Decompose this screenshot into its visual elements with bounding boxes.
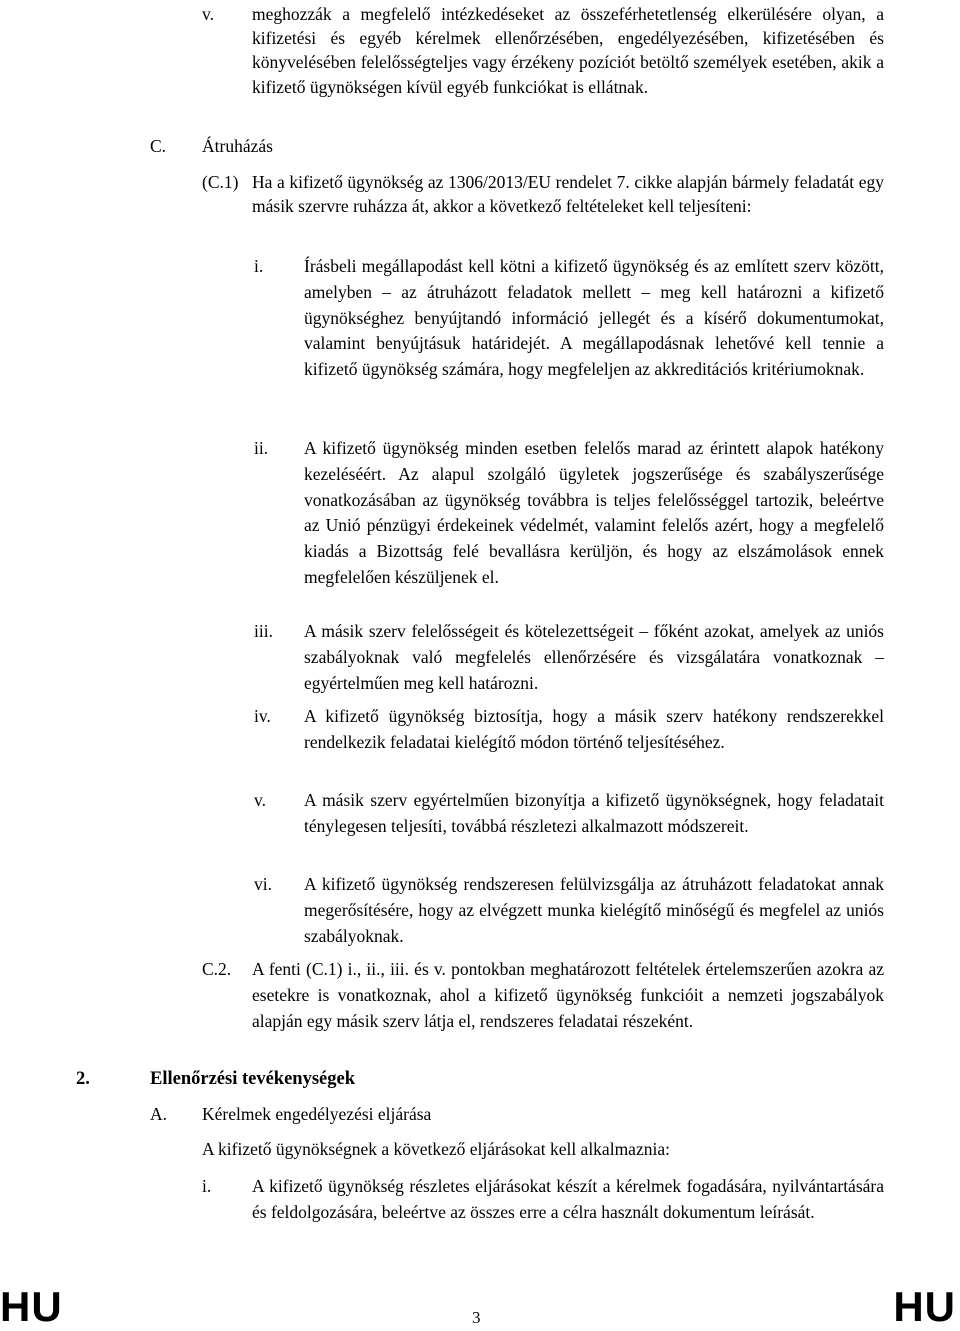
item-v-text: meghozzák a megfelelő intézkedéseket az összeférhetetlenség elkerülésére olyan, a kifizetési és egyéb kérelmek ellenőrzésében, engedélyezésében, kifizetésében és könyvelésében felelősségteljes vagy érzékeny pozíciót betöltő személyek esetében, akik a kifizető ügynökségen kívül egyéb funkciókat is ellátnak. (252, 4, 884, 97)
c1-item-3-marker: iii. (254, 621, 273, 641)
c2-marker: C.2. (202, 959, 232, 979)
c1-item-5-marker: v. (254, 790, 266, 810)
c1-item-4-marker: iv. (254, 706, 271, 726)
section-2-marker: 2. (76, 1069, 90, 1089)
c1-item-2-text: A kifizető ügynökség minden esetben felelős marad az érintett alapok hatékony kezeléséért. Az alapul szolgáló ügyletek jogszerűsége és szabályszerűsége vonatkozásában az ügynökség továbbra is teljes felelősséggel tartozik, beleértve az Unió pénzügyi érdekeinek védelmét, valamint felelős azért, hogy a megfelelő kiadás a Bizottság felé bevallásra kerüljön, és hogy az elszámolások ennek megfelelően készüljenek el. (304, 438, 884, 587)
section-a-marker: A. (150, 1104, 168, 1124)
c1-text-body: Ha a kifizető ügynökség az 1306/2013/EU rendelet 7. cikke alapján bármely feladatát egy másik szervre ruházza át, akkor a következő feltételeket kell teljesíteni: (252, 172, 884, 217)
page-number: 3 (472, 1308, 481, 1327)
section-a-item-1-text: A kifizető ügynökség részletes eljárásokat készít a kérelmek fogadására, nyilvántartására és feldolgozására, beleértve az összes erre a célra használt dokumentum leírását. (252, 1176, 884, 1222)
footer-lang-right: HU (893, 1283, 956, 1330)
c1-marker: (C.1) (202, 172, 239, 192)
c2-text: A fenti (C.1) i., ii., iii. és v. pontokban meghatározott feltételek értelemszerűen azokra az esetekre is vonatkoznak, ahol a kifizető ügynökség funkcióit a nemzeti jogszabályok alapján egy másik szerv látja el, rendszeres feladatai részeként. (252, 959, 884, 1031)
c1-item-6-text: A kifizető ügynökség rendszeresen felülvizsgálja az átruházott feladatokat annak megerősítésére, hogy az elvégzett munka kielégítő minőségű és megfelel az uniós szabályoknak. (304, 874, 884, 946)
footer-lang-left: HU (0, 1283, 63, 1330)
c1-item-4-text: A kifizető ügynökség biztosítja, hogy a másik szerv hatékony rendszerekkel rendelkezik feladatai kielégítő módon történő teljesítéséhez. (304, 706, 884, 752)
section-c-title: Átruházás (202, 136, 273, 156)
c1-item-5-text: A másik szerv egyértelműen bizonyítja a kifizető ügynökségnek, hogy feladatait ténylegesen teljesíti, továbbá részletezi alkalmazott módszereit. (304, 790, 884, 836)
c1-item-1-text: Írásbeli megállapodást kell kötni a kifizető ügynökség és az említett szerv között, amelyben – az átruházott feladatok mellett – meg kell határozni a kifizető ügynökséghez benyújtandó információ jellegét és a kísérő dokumentumokat, valamint benyújtásuk határidejét. A megállapodásnak lehetővé kell tennie a kifizető ügynökség számára, hogy megfeleljen az akkreditációs kritériumoknak. (304, 256, 884, 380)
c1-item-6-marker: vi. (254, 874, 272, 894)
section-a-intro: A kifizető ügynökségnek a következő eljárásokat kell alkalmaznia: (202, 1139, 670, 1159)
c1-text (252, 170, 884, 218)
item-v-marker: v. (202, 4, 214, 24)
section-a-item-1-marker: i. (202, 1176, 212, 1196)
c1-item-1-marker: i. (254, 256, 264, 276)
section-c-marker: C. (150, 136, 167, 156)
c1-item-3-text: A másik szerv felelősségeit és kötelezettségeit – főként azokat, amelyek az uniós szabályoknak való megfelelés ellenőrzésére és vizsgálatára vonatkoznak – egyértelműen meg kell határozni. (304, 621, 884, 693)
section-2-title: Ellenőrzési tevékenységek (150, 1069, 355, 1089)
section-a-title: Kérelmek engedélyezési eljárása (202, 1104, 432, 1124)
c1-item-2-marker: ii. (254, 438, 269, 458)
